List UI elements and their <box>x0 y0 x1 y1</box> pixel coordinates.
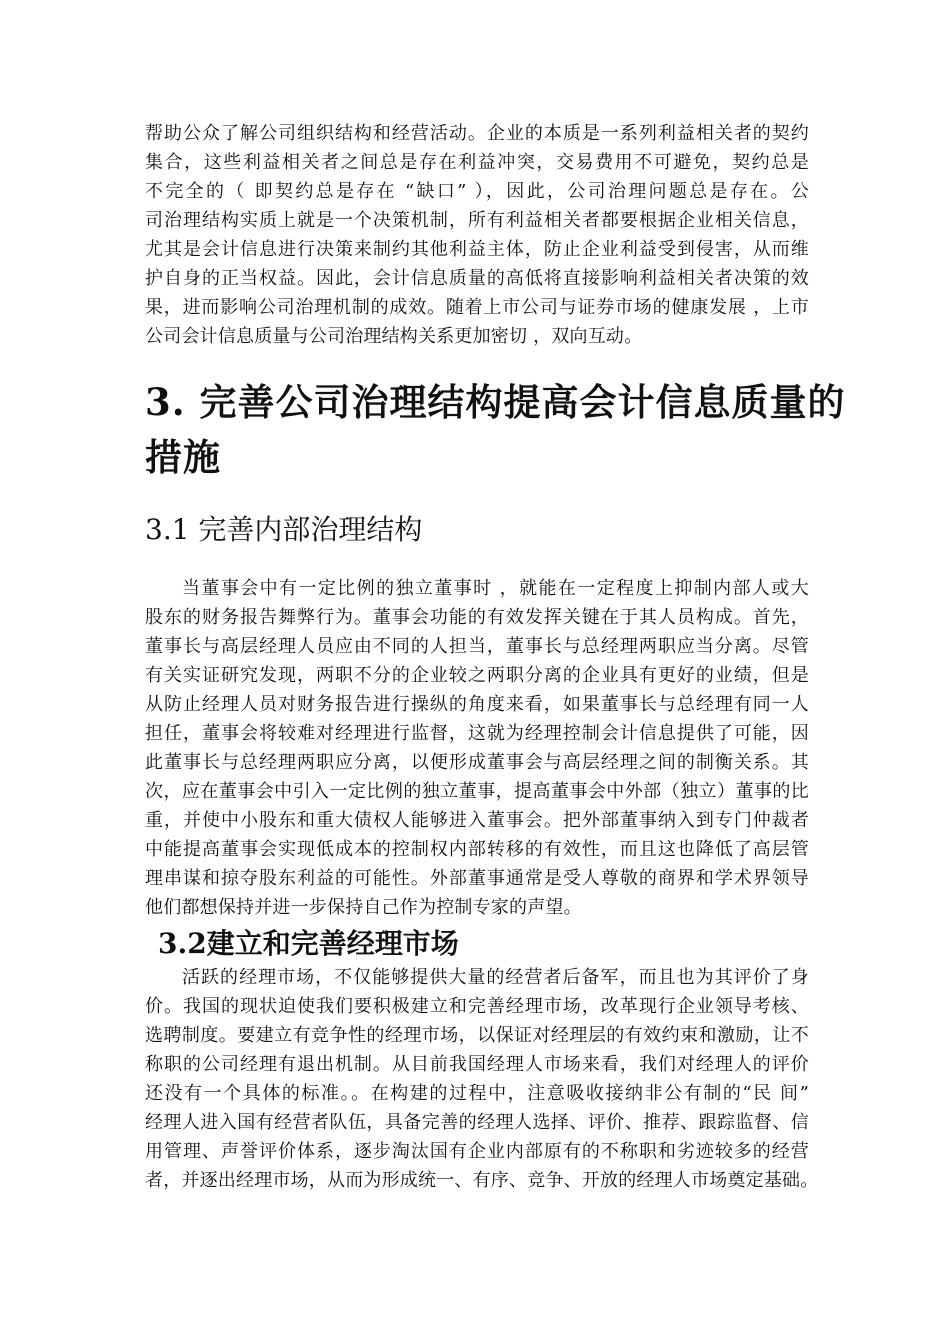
text-line: 次，应在董事会中引入一定比例的独立董事，提高董事会中外部（独立）董事的比 <box>145 781 809 802</box>
text-line: 他们都想保持并进一步保持自己作为控制专家的声望。 <box>145 897 582 918</box>
text-line: 公司会计信息质量与公司治理结构关系更加密切 ，双向互动。 <box>145 326 643 347</box>
text-line: 重，并使中小股东和重大债权人能够进入董事会。把外部董事纳入到专门仲裁者 <box>145 810 809 831</box>
text-line: 帮助公众了解公司组织结构和经营活动。企业的本质是一系列利益相关者的契约 <box>145 123 809 144</box>
text-line: 当董事会中有一定比例的独立董事时 ，就能在一定程度上抑制内部人或大 <box>182 578 809 599</box>
text-line: 中能提高董事会实现低成本的控制权内部转移的有效性，而且这也降低了高层管 <box>145 839 809 860</box>
text-line: 果，进而影响公司治理机制的成效。随着上市公司与证券市场的健康发展 ，上市 <box>145 297 809 318</box>
text-line: 不完全的（ 即契约总是存在 “缺口” ），因此，公司治理问题总是存在。公 <box>145 181 809 202</box>
section-3-heading-line-1: 3. 完善公司治理结构提高会计信息质量的 <box>145 380 846 424</box>
text-line: 护自身的正当权益。因此，会计信息质量的高低将直接影响利益相关者决策的效 <box>145 268 809 289</box>
text-line: 称职的公司经理有退出机制。从目前我国经理人市场来看，我们对经理人的评价 <box>145 1054 809 1075</box>
section-3-heading-line-2: 措施 <box>145 435 221 479</box>
text-line: 尤其是会计信息进行决策来制约其他利益主体，防止企业利益受到侵害，从而维 <box>145 239 809 260</box>
text-line: 者，并逐出经理市场，从而为形成统一、有序、竞争、开放的经理人市场奠定基础。 <box>145 1170 819 1191</box>
text-line: 董事长与高层经理人员应由不同的人担当，董事长与总经理两职应当分离。尽管 <box>145 636 809 657</box>
section-3-1-heading: 3.1 完善内部治理结构 <box>145 513 423 546</box>
text-line: 还没有一个具体的标准。。在构建的过程中，注意吸收接纳非公有制的“民 间” <box>145 1083 809 1104</box>
text-line: 担任，董事会将较难对经理进行监督，这就为经理控制会计信息提供了可能，因 <box>145 723 809 744</box>
text-line: 司治理结构实质上就是一个决策机制，所有利益相关者都要根据企业相关信息， <box>145 210 809 231</box>
text-line: 选聘制度。要建立有竞争性的经理市场，以保证对经理层的有效约束和激励，让不 <box>145 1025 809 1046</box>
text-line: 经理人进入国有经营者队伍，具备完善的经理人选择、评价、推荐、跟踪监督、信 <box>145 1112 809 1133</box>
text-line: 此董事长与总经理两职应分离，以便形成董事会与高层经理之间的制衡关系。其 <box>145 752 809 773</box>
section-3-2-heading: 3.2建立和完善经理市场 <box>158 927 459 960</box>
text-line: 有关实证研究发现，两职不分的企业较之两职分离的企业具有更好的业绩，但是 <box>145 665 809 686</box>
text-line: 集合，这些利益相关者之间总是存在利益冲突，交易费用不可避免，契约总是 <box>145 152 809 173</box>
text-line: 理串谋和掠夺股东利益的可能性。外部董事通常是受人尊敬的商界和学术界领导 <box>145 868 809 889</box>
text-line: 用管理、声誉评价体系，逐步淘汰国有企业内部原有的不称职和劣迹较多的经营 <box>145 1141 809 1162</box>
text-line: 股东的财务报告舞弊行为。董事会功能的有效发挥关键在于其人员构成。首先， <box>145 607 809 628</box>
text-line: 活跃的经理市场，不仅能够提供大量的经营者后备军，而且也为其评价了身 <box>182 967 809 988</box>
text-line: 从防止经理人员对财务报告进行操纵的角度来看，如果董事长与总经理有同一人 <box>145 694 809 715</box>
text-line: 价。我国的现状迫使我们要积极建立和完善经理市场，改革现行企业领导考核、 <box>145 996 809 1017</box>
